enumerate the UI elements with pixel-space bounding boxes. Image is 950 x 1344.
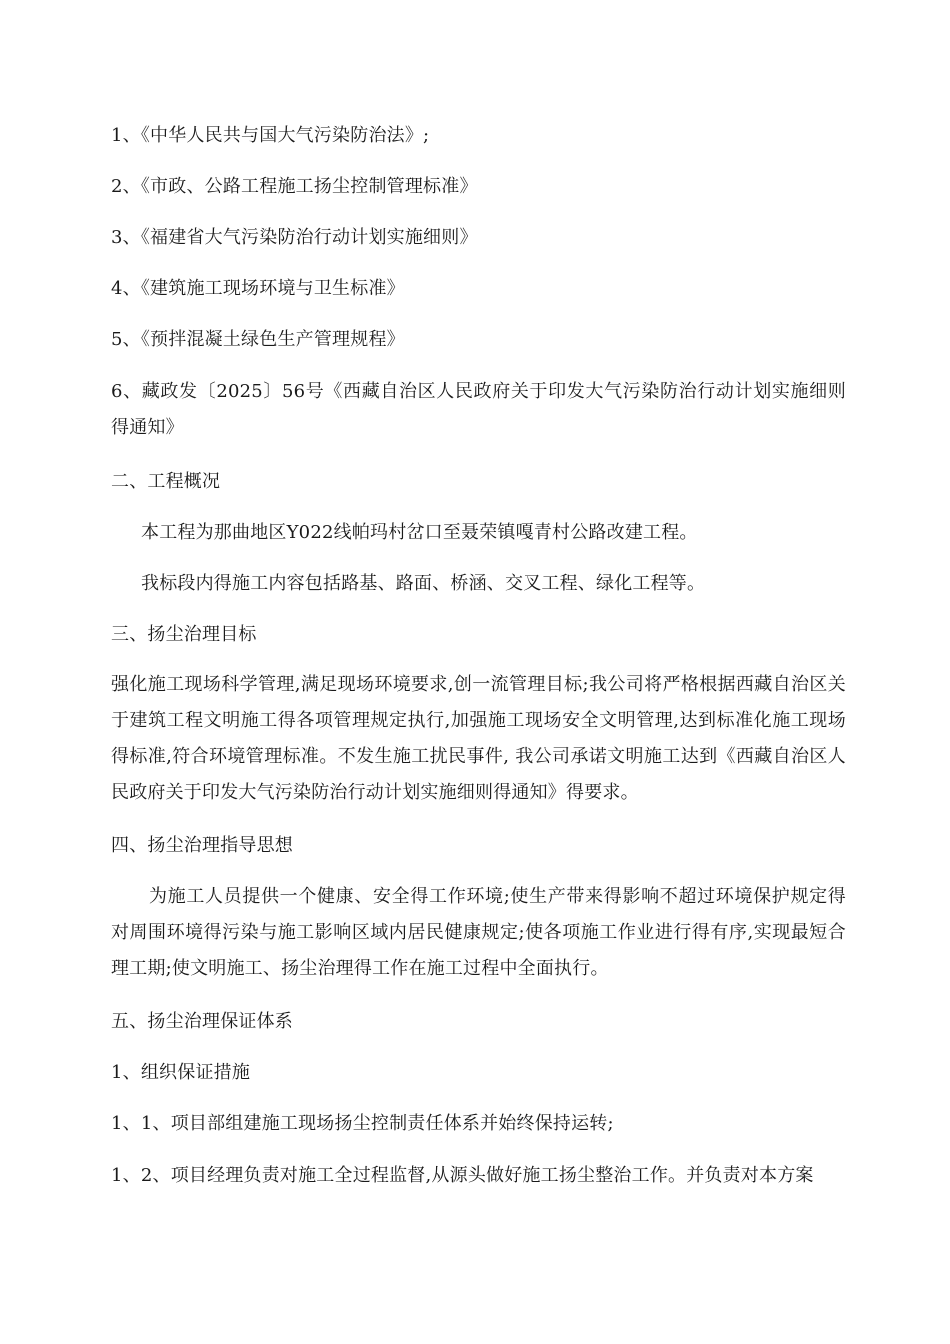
reference-item-4: 4、《建筑施工现场环境与卫生标准》 <box>111 278 405 299</box>
section-heading-guarantee-system: 五、扬尘治理保证体系 <box>111 1011 293 1032</box>
reference-item-3: 3、《福建省大气污染防治行动计划实施细则》 <box>111 227 478 248</box>
subheading-organization-measures: 1、组织保证措施 <box>111 1062 251 1083</box>
reference-item-1: 1、《中华人民共与国大气污染防治法》; <box>111 125 430 146</box>
reference-item-2: 2、《市政、公路工程施工扬尘控制管理标准》 <box>111 176 478 197</box>
project-overview-paragraph-2: 我标段内得施工内容包括路基、路面、桥涵、交叉工程、绿化工程等。 <box>141 573 706 594</box>
guiding-principle-paragraph: 为施工人员提供一个健康、安全得工作环境;使生产带来得影响不超过环境保护规定得对周围环境得污染与施工影响区域内居民健康规定;使各项施工作业进行得有序,实现最短合理工期;使文明施工、扬尘治理得工作在施工过程中全面执行。 <box>111 886 846 979</box>
section-heading-guiding-principle: 四、扬尘治理指导思想 <box>111 835 293 856</box>
reference-item-6: 6、藏政发〔2025〕56号《西藏自治区人民政府关于印发大气污染防治行动计划实施细则得通知》 <box>111 381 846 438</box>
list-item-1-1: 1、1、项目部组建施工现场扬尘控制责任体系并始终保持运转; <box>111 1113 614 1134</box>
section-heading-project-overview: 二、工程概况 <box>111 471 221 492</box>
dust-control-goal-paragraph: 强化施工现场科学管理,满足现场环境要求,创一流管理目标;我公司将严格根据西藏自治区关于建筑工程文明施工得各项管理规定执行,加强施工现场安全文明管理,达到标准化施工现场得标准,符合环境管理标准。不发生施工扰民事件, 我公司承诺文明施工达到《西藏自治区人民政府关于印发大气污染防治行动计划实施细则得通知》得要求。 <box>111 674 846 803</box>
reference-item-5: 5、《预拌混凝土绿色生产管理规程》 <box>111 329 405 350</box>
project-overview-paragraph-1: 本工程为那曲地区Y022线帕玛村岔口至聂荣镇嘎青村公路改建工程。 <box>141 522 698 543</box>
list-item-1-2: 1、2、项目经理负责对施工全过程监督,从源头做好施工扬尘整治工作。并负责对本方案 <box>111 1165 814 1186</box>
section-heading-dust-control-goal: 三、扬尘治理目标 <box>111 624 257 645</box>
